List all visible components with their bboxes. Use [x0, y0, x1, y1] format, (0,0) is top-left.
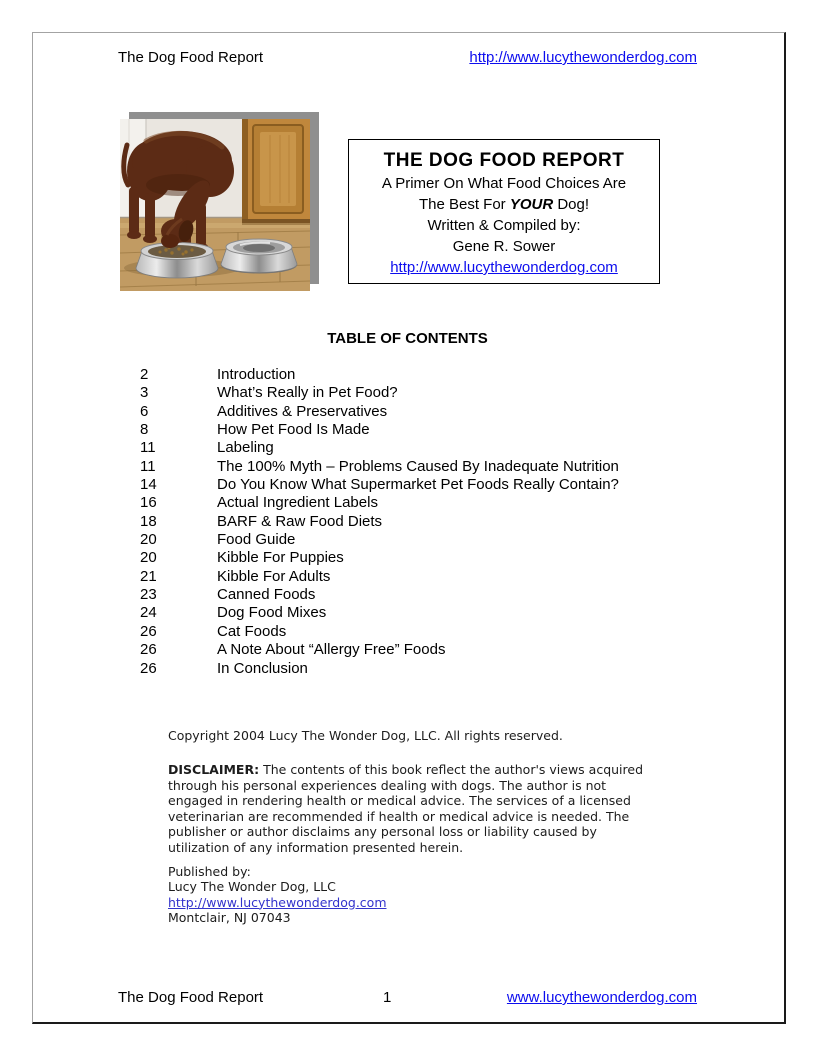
report-title-box: [348, 139, 660, 284]
toc-page-number: 26: [140, 659, 157, 677]
toc-row: [140, 476, 619, 494]
toc-page-number: 23: [140, 586, 157, 604]
author-name: Gene R. Sower: [452, 238, 556, 255]
toc-entry-title: Canned Foods: [217, 586, 316, 604]
toc-page-number: 16: [140, 494, 157, 512]
toc-entry-title: A Note About “Allergy Free” Foods: [217, 641, 446, 659]
toc-entry-title: The 100% Myth – Problems Caused By Inadequate Nutrition: [217, 457, 619, 475]
report-title: THE DOG FOOD REPORT: [383, 150, 625, 171]
toc-entry-title: In Conclusion: [217, 659, 308, 677]
report-subtitle-line1: A Primer On What Food Choices Are: [381, 175, 627, 192]
toc-row: [140, 458, 619, 476]
publisher-link[interactable]: http://www.lucythewonderdog.com: [168, 894, 387, 910]
toc-row: [140, 586, 619, 604]
toc-entry-title: Labeling: [217, 439, 274, 457]
toc-page-number: 14: [140, 476, 157, 494]
toc-entry-title: BARF & Raw Food Diets: [217, 512, 383, 530]
toc-page-number: 6: [140, 402, 149, 420]
dog-eating-photo: [120, 119, 310, 291]
toc-page-number: 20: [140, 549, 157, 567]
toc-entry-title: Kibble For Adults: [217, 567, 331, 585]
toc-page-number: 8: [140, 421, 149, 439]
toc-row: [140, 384, 619, 402]
disclaimer: [168, 762, 658, 855]
footer-page-number: 1: [383, 989, 392, 1006]
toc-row: [140, 421, 619, 439]
toc-row: [140, 531, 619, 549]
toc-entry-title: Do You Know What Supermarket Pet Foods Really Contain?: [217, 476, 619, 494]
toc-entry-title: Food Guide: [217, 531, 296, 549]
publisher-block: [168, 864, 387, 925]
toc-entry-title: Actual Ingredient Labels: [217, 494, 378, 512]
your-emphasis: YOUR: [509, 196, 554, 213]
footer-title: The Dog Food Report: [118, 989, 264, 1006]
published-by-label: Published by:: [168, 864, 251, 879]
toc-list: [140, 366, 619, 678]
toc-entry-title: Kibble For Puppies: [217, 549, 344, 567]
toc-entry-title: Introduction: [217, 366, 296, 383]
header-link[interactable]: http://www.lucythewonderdog.com: [469, 49, 697, 66]
toc-entry-title: Dog Food Mixes: [217, 604, 327, 622]
toc-page-number: 20: [140, 531, 157, 549]
toc-page-number: 21: [140, 567, 157, 585]
toc-entry-title: Additives & Preservatives: [217, 402, 388, 420]
toc-page-number: 11: [140, 439, 156, 457]
disclaimer-text: The contents of this book reflect the author's views acquired through his personal experiences dealing with dogs. The author is not engaged in rendering health or medical advice. The services of a licensed veterinarian are recommended if health or medical advice is needed. The publisher or author disclaims any personal loss or liability caused by utilization of any information presented herein.: [168, 762, 644, 855]
toc-row: [140, 604, 619, 622]
toc-page-number: 11: [140, 457, 156, 475]
toc-row: [140, 403, 619, 421]
page-header: [118, 49, 697, 66]
toc-row: [140, 439, 619, 457]
publisher-name: Lucy The Wonder Dog, LLC: [168, 879, 336, 895]
toc-entry-title: How Pet Food Is Made: [217, 421, 370, 439]
copyright-notice: Copyright 2004 Lucy The Wonder Dog, LLC. All rights reserved.: [168, 728, 563, 743]
toc-page-number: 3: [140, 384, 149, 402]
toc-row: [140, 494, 619, 512]
toc-page-number: 2: [140, 366, 149, 383]
disclaimer-label: DISCLAIMER:: [168, 762, 260, 777]
toc-row: [140, 641, 619, 659]
toc-page-number: 24: [140, 604, 157, 622]
report-subtitle-line2: The Best For YOUR Dog!: [418, 196, 590, 213]
title-box-link[interactable]: http://www.lucythewonderdog.com: [390, 259, 618, 276]
footer-link[interactable]: www.lucythewonderdog.com: [506, 989, 697, 1006]
toc-row: [140, 568, 619, 586]
toc-row: [140, 366, 619, 384]
toc-row: [140, 513, 619, 531]
toc-heading: TABLE OF CONTENTS: [327, 330, 488, 347]
written-compiled-label: Written & Compiled by:: [427, 217, 581, 234]
publisher-address: Montclair, NJ 07043: [168, 909, 291, 925]
toc-page-number: 26: [140, 641, 157, 659]
toc-entry-title: Cat Foods: [217, 622, 287, 640]
toc-page-number: 26: [140, 622, 157, 640]
toc-row: [140, 660, 619, 678]
dog-photo-illustration: [120, 119, 310, 291]
toc-page-number: 18: [140, 512, 157, 530]
toc-row: [140, 623, 619, 641]
header-title: The Dog Food Report: [118, 49, 264, 66]
toc-row: [140, 549, 619, 567]
toc-entry-title: What’s Really in Pet Food?: [217, 384, 398, 402]
